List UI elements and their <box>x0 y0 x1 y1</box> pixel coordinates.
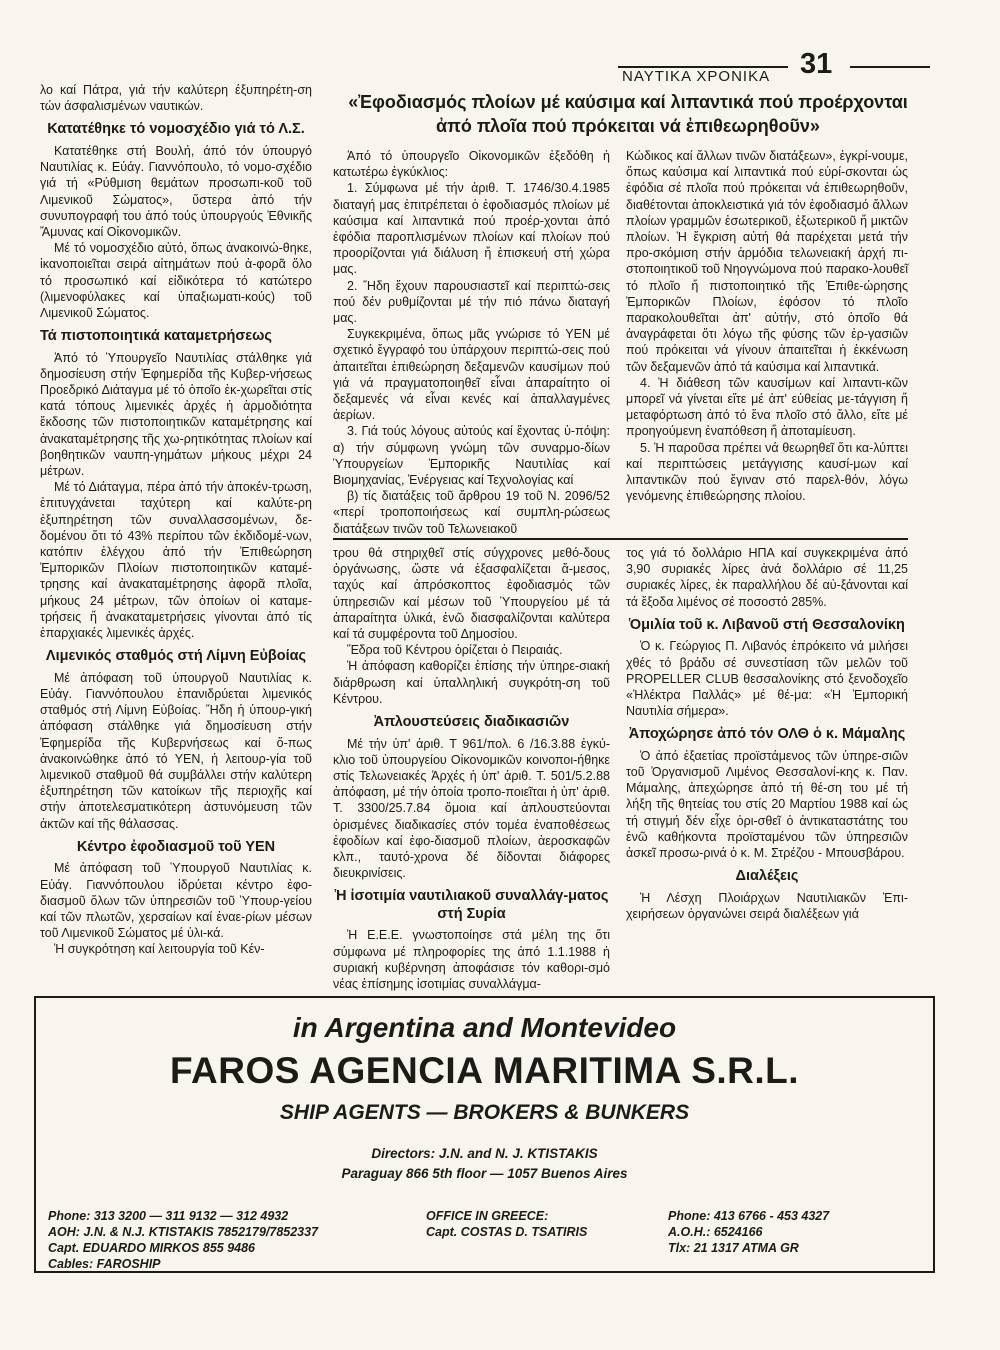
paragraph: Μέ τήν ὑπ' ἀριθ. Τ 961/πολ. 6 /16.3.88 ἐγκύ-κλιο τοῦ ὑπουργείου Οἰκονομικῶν κοινοποι-ήθηκε στίς Τελωνειακές Ἀρχές ἡ ὑπ' ἀριθ. Τ. 501/5.2.88 ἀπόφαση, μέ τήν ὁποία τροπο-ποιεῖται ἡ ὑπ' ἀριθ. Τ. 3300/25.7.84 ὅμοια καί ἀπλουστεύονται ὁρισμένες διαδικασίες στόν τομέα ἐναποθέσεως ἐφοδίων καί ἐφο-διασμοῦ πλοίων, ἀεροσκαφῶν κλπ., ταυτό-χρονα δέ δίδονται διάφορες διευκρινίσεις. <box>333 736 610 881</box>
paragraph: Ὁ ἀπό ἐξαετίας προϊστάμενος τῶν ὑπηρε-σιῶν τοῦ Ὀργανισμοῦ Λιμένος Θεσσαλονί-κης κ. Παν. Μάμαλης, ἀπεχώρησε ἀπό τή θέ-ση του μέ τή λήξη τῆς θητείας του στίς 20 Μαρτίου 1988 καί ὡς τή στιγμή δέν εἶχε ὁρι-σθεῖ ὁ ἀντικαταστάτης του ἐνῶ καθήκοντα προϊσταμένου τῶν ὑπηρεσιῶν ἀσκεῖ προσω-ρινά ὁ κ. Μ. Στρέζου - Μπουσβάρου. <box>626 748 908 861</box>
paragraph: Μέ τό νομοσχέδιο αὐτό, ὅπως ἀνακοινώ-θηκε, ἱκανοποιεῖται σειρά αἰτημάτων πού ἀ-φορᾶ ὅλο τό προσωπικό καί εἰδικότερα τό κατώτερο (λιμενοφύλακες καί ὑπαξιωματι-κούς) τοῦ Λιμενικοῦ Σώματος. <box>40 241 312 320</box>
subheading: Τά πιστοποιητικά καταμετρήσεως <box>40 328 272 345</box>
paragraph: Ἕδρα τοῦ Κέντρου ὁρίζεται ὁ Πειραιάς. <box>347 643 563 658</box>
subheading: Κατατέθηκε τό νομοσχέδιο γιά τό Λ.Σ. <box>47 121 305 138</box>
paragraph: Ἀπό τό ὑπουργεῖο Οἰκονομικῶν ἐξεδόθη ἡ κατωτέρω ἐγκύκλιος: <box>333 149 610 180</box>
subheading: Ἡ ἰσοτιμία ναυτιλιακοῦ συναλλάγ-ματος στή Συρία <box>334 888 609 922</box>
paragraph: Μέ ἀπόφαση τοῦ ὑπουργοῦ Ναυτιλίας κ. Εὐάγ. Γιαννόπουλου ἐπανιδρύεται λιμενικός σταθμός στή Λίμνη Εὐβοίας. Ἤδη ἡ ὑπουρ-γική ἀπόφαση στάλθηκε γιά δημοσίευση στήν Ἐφημερίδα τῆς Κυβερνήσεως καί ὅ-πως ἀνακοινώθηκε ἀπό τό ΥΕΝ, ἡ λειτουρ-γία τοῦ λιμενικοῦ σταθμοῦ θά συμβάλλει στήν καλύτερη ἐξυπηρέτηση τῶν κατοίκων τῆς περιοχῆς καί στήν ἀποτελεσματικότερη ἀστυνόμευση τῶν ἀκτῶν καί τῆς θάλασσας. <box>40 670 312 831</box>
ad-company-name: FAROS AGENCIA MARITIMA S.R.L. <box>169 1050 800 1091</box>
paragraph: Μέ ἀπόφαση τοῦ Ὑπουργοῦ Ναυτιλίας κ. Εὐάγ. Γιαννόπουλου ἱδρύεται κέντρο ἐφο-διασμοῦ ὅλων τῶν ὑπηρεσιῶν τοῦ Ὑπουρ-γείου καί τῶν πλωτῶν, χερσαίων καί ἐναε-ρίων μέσων τοῦ Λιμενικοῦ Σώματος μέ ὑλι-κά. <box>40 861 312 941</box>
paragraph: Ἀπό τό Ὑπουργεῖο Ναυτιλίας στάλθηκε γιά δημοσίευση στήν Ἐφημερίδα τῆς Κυβερ-νήσεως Προεδρικό Διάταγμα μέ τό ὁποῖο ἐκ-χωρεῖται στίς κατά τόπους λιμενικές ἀρχές ἡ ἁρμοδιότητα ἔκδοσης τῶν πιστοποιητικῶν καταμέτρησης καί ἀνακαταμέτρησης τῆς χω-ρητικότητας πλοίων καί βοηθητικῶν ναυπη-γημάτων μήκους μέχρι 24 μέτρων. <box>40 350 312 479</box>
ad-services: SHIP AGENTS — BROKERS & BUNKERS <box>279 1101 690 1124</box>
masthead <box>0 48 1000 85</box>
paragraph: β) τίς διατάξεις τοῦ ἄρθρου 19 τοῦ Ν. 2096/52 «περί τροποποιήσεως καί συμπλη-ρώσεως διατάξεων τινῶν τοῦ Τελωνειακοῦ <box>333 489 610 536</box>
main-story-column-a <box>333 148 610 536</box>
paragraph: 1. Σύμφωνα μέ τήν ἀριθ. Τ. 1746/30.4.1985 διαταγή μας ἐπιτρέπεται ὁ ἐφοδιασμός πλοίων μέ καύσιμα καί λιπαντικά πού προέρ-χονται ἀπό ἐφόδια παροπλισμένων πλοίων καί πλοίων πού προορίζονται γιά διάλυση ἤ ἐπισκευή στή χώρα μας. <box>333 181 610 277</box>
paragraph: τος γιά τό δολλάριο ΗΠΑ καί συγκεκριμένα ἀπό 3,90 συριακές λίρες ἀνά δολλάριο σέ 11,25 συριακές λίρες, ἐκ παραλλήλου δέ αὐ-ξάνονται καί τά ἔξοδα λιμένος σέ ποσοστό 285%. <box>626 546 908 609</box>
paragraph: Ἡ Ε.Ε.Ε. γνωστοποίησε στά μέλη της ὅτι σύμφωνα μέ πληροφορίες της ἀπό 1.1.1988 ἡ συριακή κυβέρνηση ἀποφάσισε τόν καθορι-σμό νέας ἐπίσημης ἰσοτιμίας συναλλάγμα- <box>333 928 610 991</box>
main-story-column-b <box>626 148 908 526</box>
paragraph: Ὁ κ. Γεώργιος Π. Λιβανός ἐπρόκειτο νά μιλήσει χθές τό βράδυ σέ συνεστίαση τῶν μελῶν τοῦ PROPELLER CLUB θεσσαλονίκης στό ξενοδοχεῖο «Ἠλέκτρα Παλλάς» μέ θέ-μα: «Ἡ Ἐμπορική Ναυτιλία σήμερα». <box>626 639 908 719</box>
ad-telex: Tlx: 21 1317 ATMA GR <box>668 1241 799 1255</box>
paragraph: Κώδικος καί ἄλλων τινῶν διατάξεων», ἐγκρί-νουμε, ὅπως καύσιμα καί λιπαντικά πού εὑρί-σκονται ὡς ἐφόδια σέ πλοῖα πού πρόκειται νά ἐπιθεωρηθοῦν, διαθέτονται ἀποκλειστικά γιά τόν ἐφοδιασμό ἄλλων πλοίων γραμμῶν ἐσωτερικοῦ, ἐξωτερικοῦ ἤ μικτῶν πλοίων. Ἡ ἔγκριση αὐτή θά παρέχεται μετά τήν προ-σκόμιση στήν ἁρμόδια τελωνειακή ἀρχή πι-στοποιητικοῦ τοῦ Νηογνώμονα πού παρακο-λουθεῖ τό πλοῖο ἤ πιστοποιητικό τῆς Ἐπιθε-ώρησης Ἐμπορικῶν Πλοίων, ἐφόσον τό πλοῖο παρακολουθεῖται ἀπ' αὐτήν, στό ὁποῖο θά ἀναγράφεται ὅτι λόγω τῆς φύσης τῶν ἐρ-γασιῶν πού πρόκειται νά γίνουν ἀπαιτεῖται ἡ ἐκκένωση τῶν δεξαμενῶν ἀπό τά καύσιμα καί λιπαντικά. <box>626 149 908 374</box>
ad-captain: Capt. EDUARDO MIRKOS 855 9486 <box>48 1241 256 1255</box>
ad-office-label: OFFICE IN GREECE: <box>426 1209 549 1223</box>
main-headline: «Ἐφοδιασμός πλοίων μέ καύσιμα καί λιπαντικά πού προέρχονται ἀπό πλοῖα πού πρόκειται νά ἐπιθεωρηθοῦν» <box>348 92 908 136</box>
ad-directors: Directors: J.N. and N. J. KTISTAKIS <box>371 1146 598 1161</box>
column-left <box>40 82 312 987</box>
advertisement-box <box>34 996 935 1273</box>
ad-cables: Cables: FAROSHIP <box>48 1257 161 1271</box>
subheading: Ἀπλουστεύσεις διαδικασιῶν <box>373 714 570 731</box>
ad-aoh: AOH: J.N. & N.J. KTISTAKIS 7852179/7852337 <box>48 1225 319 1239</box>
subheading: Κέντρο ἐφοδιασμοῦ τοῦ ΥΕΝ <box>76 838 276 855</box>
story-divider <box>333 538 908 540</box>
publication-name: ΝΑΥΤΙΚΑ ΧΡΟΝΙΚΑ <box>622 68 771 85</box>
paragraph: τρου θά στηριχθεῖ στίς σύγχρονες μεθό-δους ὀργάνωσης, ὥστε νά ἐξασφαλίζεται ἄ-μεσος, ταχύς καί ἀπρόσκοπτος ἐφοδιασμός τῶν ὑπηρεσιῶν καί μέσων τοῦ Ὑπουργείου μέ τά ἀπαραίτητα ὑλικά, ἐνῶ διασφαλίζονται καλύτερα καί τά συμφέροντα τοῦ Δημοσίου. <box>333 546 610 642</box>
ad-contact-center <box>426 1208 656 1240</box>
ad-contact-right <box>668 1208 923 1256</box>
ad-phone-greece: Phone: 413 6766 - 453 4327 <box>668 1209 830 1223</box>
ad-office-captain: Capt. COSTAS D. TSATIRIS <box>426 1225 588 1239</box>
page-number: 31 <box>800 48 833 80</box>
subheading: Διαλέξεις <box>735 868 799 885</box>
ad-address: Paraguay 866 5th floor — 1057 Buenos Aires <box>341 1166 628 1181</box>
paragraph: Ἡ συγκρότηση καί λειτουργία τοῦ Κέν- <box>54 942 265 957</box>
paragraph: Κατατέθηκε στή Βουλή, άπό τόν ύπουργό Ναυτιλίας κ. Εύάγ. Γιαννόπουλο, τό νομο-σχέδιο γιά τή «Ρύθμιση θεμάτων προσωπι-κοῦ τοῦ Λιμενικοῦ Σώματος», ὕστερα ἀπό τήν συνυπογραφή του ἀπό τούς ὑπουργούς Ἐθνικῆς Ἄμυνας καί Οἰκονομικῶν. <box>40 143 312 239</box>
paragraph: Μέ τό Διάταγμα, πέρα ἀπό τήν ἀποκέν-τρωση, ἐπιτυγχάνεται ταχύτερη καί καλύτε-ρη ἐξυπηρέτηση τῶν συναλλασσομένων, δε-δομένου ὅτι τό 43% περίπου τῶν ἐκδιδομέ-νων, κατόπιν ἐλέγχου ἀπό τήν Ἐπιθεώρηση Ἐμπορικῶν Πλοίων πιστοποιητικῶν καταμέ-τρησης καί ἀνακαταμέτρησης ἀφορᾶ πλοῖα, μήκους 24 μέτρων, τῶν ὁποίων οἱ καταμε-τρήσεις ἤ ἀνακαταμετρήσεις γίνονται ἀπό τίς ἐπαρχιακές λιμενικές ἀρχές. <box>40 480 312 641</box>
ad-contact-left <box>48 1208 408 1272</box>
ad-phone: Phone: 313 3200 — 311 9132 — 312 4932 <box>48 1209 289 1223</box>
paragraph: 4. Ἡ διάθεση τῶν καυσίμων καί λιπαντι-κῶν μπορεῖ νά γίνεται εἴτε μέ ἀπ' εὐθείας με-τάγγιση ἤ μεταφόρτωση ἀπό τό ἕνα πλοῖο στό ἄλλο, εἴτε μέ προηγούμενη ἐναπόθεση ἤ ἀποταμίευση. <box>626 375 908 439</box>
paragraph: 2. Ἤδη ἔχουν παρουσιαστεῖ καί περιπτώ-σεις πού δέν ρυθμίζονται μέ τήν πιό πάνω διαταγή μας. <box>333 278 610 326</box>
masthead-rule-right <box>850 66 930 68</box>
paragraph: Ἡ Λέσχη Πλοιάρχων Ναυτιλιακῶν Ἐπι-χειρήσεων ὀργανώνει σειρά διαλέξεων γιά <box>626 890 908 921</box>
subheading: Λιμενικός σταθμός στή Λίμνη Εὐβοίας <box>45 648 307 665</box>
column-center <box>333 545 610 991</box>
subheading: Ἀποχώρησε ἀπό τόν ΟΛΘ ὁ κ. Μάμαλης <box>628 726 906 743</box>
column-right <box>626 545 908 987</box>
paragraph: 3. Γιά τούς λόγους αὐτούς καί ἔχοντας ὑ-πόψη: α) τήν σύμφωνη γνώμη τῶν συναρμο-δίων Ὑπουργείων Ἐμπορικῆς Ναυτιλίας καί Βιομηχανίας, Ἐνέργειας καί Τεχνολογίας καί <box>333 424 610 488</box>
paragraph: λο καί Πάτρα, γιά τήν καλύτερη έξυπηρέτη-ση τών άσφαλισμένων ναυτικών. <box>40 83 312 114</box>
ad-aoh-greece: A.O.H.: 6524166 <box>668 1225 763 1239</box>
ad-tagline: in Argentina and Montevideo <box>292 1012 677 1043</box>
paragraph: Συγκεκριμένα, ὅπως μᾶς γνώρισε τό ΥΕΝ μέ σχετικό ἔγγραφό του ὑπάρχουν περιπτώ-σεις πού ἀπαιτεῖται ἐπιθεώρηση δεξαμενῶν καυσίμων πού γιά νά πραγματοποιηθεῖ εἶναι ἀπαραίτητο οἱ δεξαμενές νά εἶναι κενές καί ἀπαλλαγμένες ἀερίων. <box>333 327 610 423</box>
paragraph: Ἡ ἀπόφαση καθορίζει ἐπίσης τήν ὑπηρε-σιακή διάρθρωση καί ὑπαλληλική συγκρότη-ση τοῦ Κέντρου. <box>333 659 610 706</box>
subheading: Ὁμιλία τοῦ κ. Λιβανοῦ στή Θεσσαλονίκη <box>629 616 905 633</box>
paragraph: 5. Ἡ παροῦσα πρέπει νά θεωρηθεῖ ὅτι κα-λύπτει καί περιπτώσεις μετάγγισης καυσί-μων καί λιπαντικῶν πού ἔγιναν στό παρελ-θόν, λόγω γενόμενης ἐπιθεώρησης πλοίου. <box>626 440 908 504</box>
